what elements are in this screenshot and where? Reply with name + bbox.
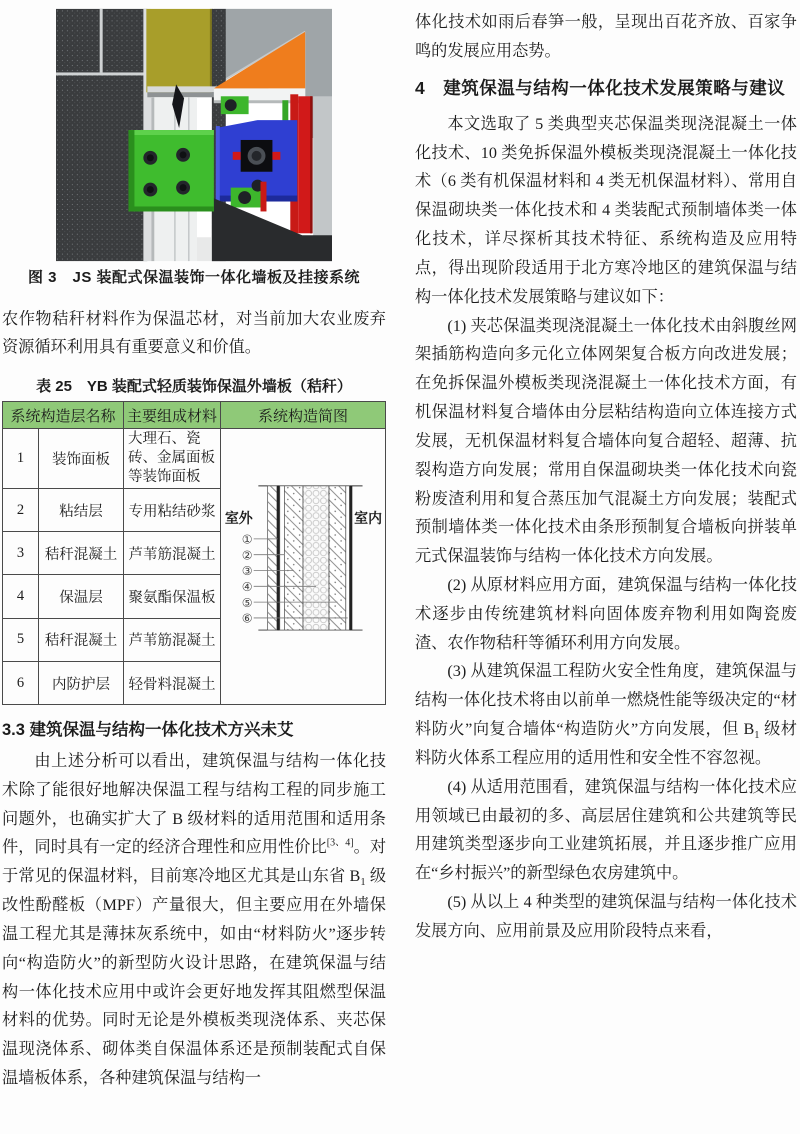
material-cell: 轻骨料混凝土 — [124, 661, 221, 704]
paragraph-item-5: (5) 从以上 4 种类型的建筑保温与结构一体化技术发展方向、应用前景及应用阶段特点来看， — [415, 893, 797, 940]
callout-4: ④ — [241, 580, 253, 595]
table-25 — [2, 401, 386, 705]
callout-5: ⑤ — [241, 595, 253, 610]
text-run: 由上述分析可以看出，建筑保温与结构一体化技术除了能很好地解决保温工程与结构工程的同步施工问题外，也确实扩大了 B 级材料的适用范围和适用条件，同时具有一定的经济合理性和应用性价比 — [2, 751, 386, 857]
green-mounting-plate — [128, 130, 213, 211]
table-25-title: 表 25 YB 装配式轻质装饰保温外墙板（秸秆） — [36, 378, 352, 396]
material-cell: 芦苇筋混凝土 — [124, 618, 221, 661]
callout-2: ② — [241, 548, 253, 563]
paragraph-item-4: (4) 从适用范围看，建筑保温与结构一体化技术应用领域已由最初的多、高层居住建筑和公共建筑等民用建筑类型逐步向工业建筑拓展，并且逐步推广应用在“乡村振兴”的新型绿色农房建筑中。 — [415, 777, 797, 883]
layer-cell: 秸秆混凝土 — [39, 532, 124, 575]
text-run: (3) 从建筑保温工程防火安全性角度，建筑保温与结构一体化技术将由以前单一燃烧性能等级决定的“材料防火”向复合墙体“构造防火”方向发展，但 B — [415, 662, 797, 739]
callout-1: ① — [241, 532, 253, 547]
right-column — [415, 8, 797, 1093]
paragraph-item-2: (2) 从原材料应用方面，建筑保温与结构一体化技术逐步由传统建筑材料向固体废弃物利用如陶瓷废渣、农作物秸秆等循环利用方向发展。 — [415, 576, 797, 652]
paragraph-item-3 — [415, 657, 797, 772]
row-number-cell: 2 — [3, 489, 39, 532]
callout-3: ③ — [241, 564, 253, 579]
figure-3d-wall-panel-illustration — [56, 8, 332, 262]
figure-3 — [56, 8, 332, 262]
subscript-1: 1 — [754, 730, 760, 742]
layer-cell: 保温层 — [39, 575, 124, 618]
row-number-cell: 3 — [3, 532, 39, 575]
table-header-row — [3, 402, 386, 429]
callout-6: ⑥ — [241, 611, 253, 626]
wall-section-diagram-cell — [221, 429, 386, 705]
layer-cell: 粘结层 — [39, 489, 124, 532]
row-number-cell: 5 — [3, 618, 39, 661]
wall-section-diagram — [223, 430, 383, 698]
figure-3-caption: 图 3 JS 装配式保温装饰一体化墙板及挂接系统 — [27, 269, 361, 286]
paragraph-intro: 本文选取了 5 类典型夹芯保温类现浇混凝土一体化技术、10 类免拆保温外模板类现浇混凝土一体化技术（6 类有机保温材料和 4 类无机保温材料）、常用自保温砌块类一体化技术和 4 类装配式预制墙体类一体化技术，详尽探析其技术特征、系统构造及应用特点，得出现阶段适用于北方寒冷地区的建筑保温与结构一体化技术发展策略与建议如下： — [415, 114, 797, 306]
material-cell: 专用粘结砂浆 — [124, 489, 221, 532]
table-row — [3, 429, 386, 489]
citation-ref: [3、4] — [326, 838, 354, 849]
text-run: 级改性酚醛板（MPF）产量很大，但主要应用在外墙保温工程尤其是薄抹灰系统中，如由“材料防火”逐步转向“构造防火”的新型防火设计思路，在建筑保温与结构一体化技术应用中或许会更好地发挥其阻燃型保温材料的优势。同时无论是外模板类现浇体系、夹芯保温现浇体系、砌体类自保温体系还是预制装配式自保温墙板体系，各种建筑保温与结构一 — [2, 867, 387, 1088]
layer-cell: 装饰面板 — [39, 429, 124, 489]
paragraph-item-1: (1) 夹芯保温类现浇混凝土一体化技术由斜腹丝网架插筋构造向多元化立体网架复合板方向改进发展；在免拆保温外模板类现浇混凝土一体化技术方面，有机保温材料复合墙体由分层粘结构造向立体连接方式发展，无机保温材料复合墙体向复合超轻、超薄、抗裂构造方向发展；常用自保温砌块类一体化技术向瓷粉废渣利用和复合蒸压加气混凝土方向发展；装配式预制墙体类一体化技术由条形预制复合墙板向拼装单元式保温装饰与结构一体化技术方向发展。 — [415, 316, 797, 566]
material-cell: 聚氨酯保温板 — [124, 575, 221, 618]
outdoor-label: 室外 — [224, 512, 253, 528]
header-layer-name: 系统构造层名称 — [3, 402, 124, 429]
paragraph-3-3 — [2, 747, 386, 1093]
material-cell: 芦苇筋混凝土 — [124, 532, 221, 575]
section-3-3-heading: 3.3 建筑保温与结构一体化技术方兴未艾 — [2, 721, 294, 740]
paragraph-straw: 农作物秸秆材料作为保温芯材，对当前加大农业废弃资源循环利用具有重要意义和价值。 — [2, 309, 386, 357]
paragraph-continuation: 体化技术如雨后春笋一般，呈现出百花齐放、百家争鸣的发展应用态势。 — [415, 13, 797, 60]
indoor-label: 室内 — [354, 512, 383, 528]
row-number-cell: 1 — [3, 429, 39, 489]
header-material: 主要组成材料 — [124, 402, 221, 429]
row-number-cell: 6 — [3, 661, 39, 704]
olive-insulation-panel — [146, 9, 213, 92]
row-number-cell: 4 — [3, 575, 39, 618]
left-column — [2, 8, 386, 1093]
layer-cell: 秸秆混凝土 — [39, 618, 124, 661]
section-4-heading: 4 建筑保温与结构一体化技术发展策略与建议 — [415, 77, 786, 98]
text-run: 级材料防火体系工程应用的适用性和安全性不容忽视。 — [415, 720, 797, 767]
subscript-1: 1 — [360, 877, 366, 889]
red-rail — [298, 96, 312, 233]
material-cell: 大理石、瓷砖、金属面板等装饰面板 — [124, 429, 221, 489]
layer-cell: 内防护层 — [39, 661, 124, 704]
header-diagram: 系统构造简图 — [221, 402, 386, 429]
text-run: 。对于常见的保温材料，目前寒冷地区尤其是山东省 B — [2, 838, 387, 886]
